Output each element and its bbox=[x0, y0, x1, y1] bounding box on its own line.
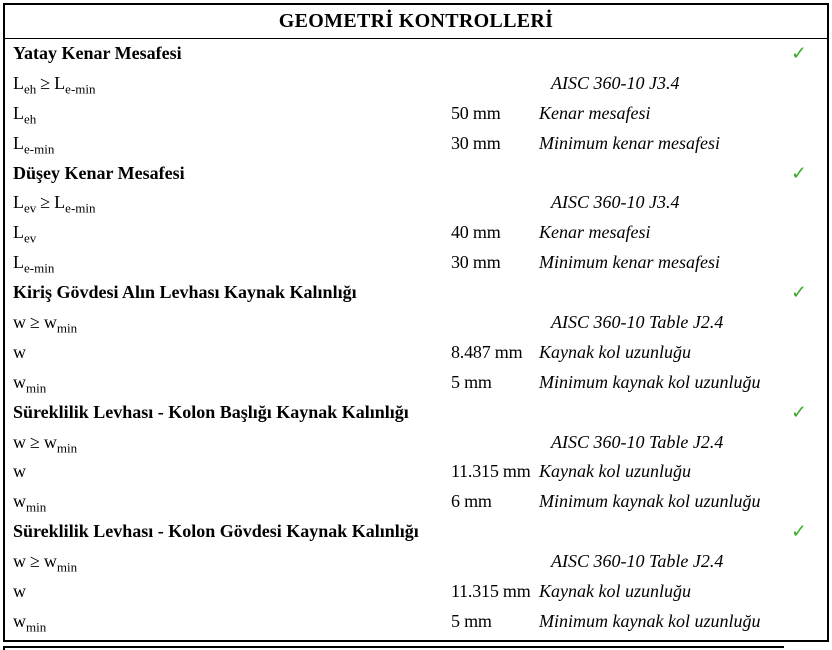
symbol-subscript: e-min bbox=[24, 260, 55, 276]
symbol-base: w bbox=[13, 491, 26, 512]
symbol-base: L bbox=[13, 252, 24, 273]
section-heading: Süreklilik Levhası - Kolon Gövdesi Kaynak Kalınlığı bbox=[13, 521, 419, 542]
parameter-symbol bbox=[13, 371, 47, 396]
formula-row bbox=[5, 428, 827, 458]
parameter-description: Minimum kenar mesafesi bbox=[539, 132, 720, 153]
section-heading-row bbox=[5, 39, 827, 69]
gte-operator: ≥ bbox=[30, 312, 40, 333]
parameter-row bbox=[5, 99, 827, 129]
code-reference: AISC 360-10 Table J2.4 bbox=[551, 312, 724, 333]
parameter-description: Kaynak kol uzunluğu bbox=[539, 461, 691, 482]
symbol-subscript: min bbox=[56, 559, 78, 575]
symbol-base: L bbox=[54, 192, 66, 213]
symbol-base: L bbox=[13, 132, 24, 153]
check-pass-icon: ✓ bbox=[791, 42, 807, 65]
parameter-description: Minimum kaynak kol uzunluğu bbox=[539, 371, 761, 392]
symbol-base: w bbox=[13, 461, 26, 482]
parameter-description: Minimum kaynak kol uzunluğu bbox=[539, 491, 761, 512]
parameter-symbol bbox=[13, 222, 37, 246]
symbol-base: L bbox=[13, 192, 24, 213]
section-heading: Kiriş Gövdesi Alın Levhası Kaynak Kalınlığı bbox=[13, 282, 357, 303]
code-reference: AISC 360-10 J3.4 bbox=[551, 192, 680, 213]
parameter-symbol bbox=[13, 343, 26, 363]
formula-expression bbox=[13, 431, 78, 456]
code-reference: AISC 360-10 Table J2.4 bbox=[551, 431, 724, 452]
symbol-base: w bbox=[13, 341, 26, 362]
parameter-symbol bbox=[13, 463, 26, 483]
formula-row bbox=[5, 69, 827, 99]
symbol-base: w bbox=[13, 312, 26, 333]
symbol-subscript: min bbox=[26, 380, 47, 396]
parameter-row bbox=[5, 338, 827, 368]
parameter-row bbox=[5, 248, 827, 278]
parameter-value: 5 mm bbox=[451, 371, 492, 392]
gte-operator: ≥ bbox=[40, 72, 51, 93]
formula-row bbox=[5, 547, 827, 577]
parameter-symbol bbox=[13, 102, 37, 127]
symbol-base: w bbox=[13, 431, 26, 452]
parameter-symbol bbox=[13, 252, 55, 276]
parameter-value: 5 mm bbox=[451, 610, 492, 631]
check-pass-icon: ✓ bbox=[791, 281, 807, 304]
parameter-description: Kenar mesafesi bbox=[539, 102, 651, 123]
section-heading: Yatay Kenar Mesafesi bbox=[13, 43, 182, 64]
formula-expression bbox=[13, 312, 78, 336]
parameter-row bbox=[5, 487, 827, 517]
code-reference: AISC 360-10 Table J2.4 bbox=[551, 551, 724, 572]
formula-row bbox=[5, 188, 827, 218]
section-heading-row bbox=[5, 517, 827, 547]
parameter-value: 6 mm bbox=[451, 491, 492, 512]
symbol-base: L bbox=[13, 222, 24, 243]
symbol-base: w bbox=[43, 551, 57, 572]
symbol-base: L bbox=[54, 72, 66, 93]
gte-operator: ≥ bbox=[30, 431, 40, 452]
symbol-subscript: min bbox=[56, 440, 78, 456]
gte-operator: ≥ bbox=[30, 551, 40, 572]
parameter-row bbox=[5, 607, 827, 637]
symbol-base: w bbox=[43, 312, 57, 333]
symbol-base: L bbox=[13, 72, 24, 93]
table-title-row bbox=[5, 5, 827, 39]
gte-operator: ≥ bbox=[40, 192, 51, 213]
parameter-row bbox=[5, 368, 827, 398]
symbol-subscript: min bbox=[26, 499, 47, 515]
parameter-row bbox=[5, 577, 827, 607]
formula-expression bbox=[13, 192, 96, 217]
formula-row bbox=[5, 308, 827, 338]
section-heading-row bbox=[5, 159, 827, 189]
check-pass-icon: ✓ bbox=[791, 520, 807, 543]
formula-expression bbox=[13, 551, 78, 575]
parameter-description: Minimum kaynak kol uzunluğu bbox=[539, 610, 761, 631]
next-table-partial-border bbox=[3, 646, 784, 650]
symbol-base: w bbox=[13, 610, 26, 631]
parameter-description: Kenar mesafesi bbox=[539, 222, 651, 243]
symbol-base: w bbox=[13, 371, 26, 392]
parameter-value: 8.487 mm bbox=[451, 341, 523, 362]
symbol-base: L bbox=[13, 102, 24, 123]
section-heading: Süreklilik Levhası - Kolon Başlığı Kaynak Kalınlığı bbox=[13, 401, 409, 422]
parameter-description: Minimum kenar mesafesi bbox=[539, 252, 720, 273]
parameter-description: Kaynak kol uzunluğu bbox=[539, 581, 691, 602]
symbol-subscript: min bbox=[26, 619, 47, 635]
symbol-subscript: e-min bbox=[24, 141, 55, 157]
parameter-value: 40 mm bbox=[451, 222, 501, 243]
symbol-base: w bbox=[13, 581, 26, 602]
parameter-symbol bbox=[13, 610, 47, 635]
parameter-symbol bbox=[13, 491, 47, 515]
parameter-row bbox=[5, 218, 827, 248]
symbol-subscript: e-min bbox=[65, 81, 96, 97]
page-title: GEOMETRİ KONTROLLERİ bbox=[278, 10, 554, 32]
symbol-base: w bbox=[13, 551, 26, 572]
symbol-subscript: min bbox=[56, 320, 78, 336]
parameter-description: Kaynak kol uzunluğu bbox=[539, 341, 691, 362]
check-pass-icon: ✓ bbox=[791, 401, 807, 424]
symbol-subscript: ev bbox=[24, 230, 37, 246]
geometry-checks-table bbox=[3, 3, 829, 642]
parameter-value: 30 mm bbox=[451, 132, 501, 153]
parameter-symbol bbox=[13, 582, 26, 602]
parameter-symbol bbox=[13, 132, 55, 157]
parameter-value: 30 mm bbox=[451, 252, 501, 273]
parameter-value: 11.315 mm bbox=[451, 461, 531, 482]
formula-expression bbox=[13, 72, 96, 97]
parameter-row bbox=[5, 457, 827, 487]
symbol-base: w bbox=[43, 431, 57, 452]
parameter-value: 50 mm bbox=[451, 102, 501, 123]
code-reference: AISC 360-10 J3.4 bbox=[551, 72, 680, 93]
check-pass-icon: ✓ bbox=[791, 162, 807, 185]
symbol-subscript: eh bbox=[24, 111, 37, 127]
symbol-subscript: e-min bbox=[65, 201, 96, 217]
parameter-value: 11.315 mm bbox=[451, 581, 531, 602]
section-heading: Düşey Kenar Mesafesi bbox=[13, 162, 185, 183]
section-heading-row bbox=[5, 278, 827, 308]
symbol-subscript: ev bbox=[24, 201, 37, 217]
parameter-row bbox=[5, 129, 827, 159]
section-heading-row bbox=[5, 398, 827, 428]
symbol-subscript: eh bbox=[24, 81, 37, 97]
